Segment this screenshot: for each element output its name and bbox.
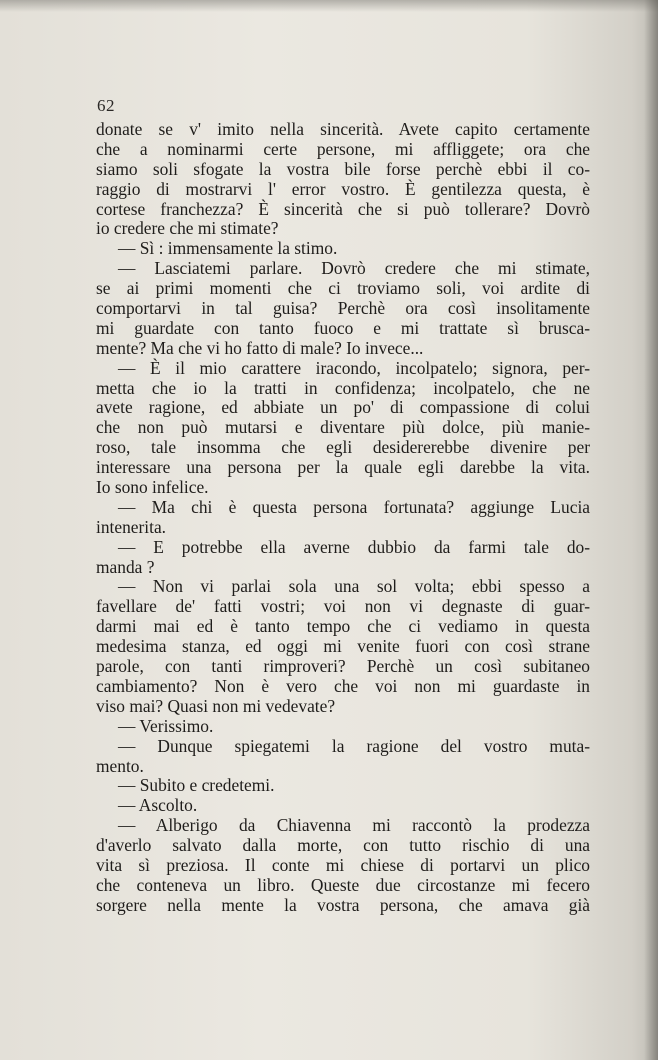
- text-line: mi guardate con tanto fuoco e mi trattate sì brusca-: [96, 317, 590, 338]
- text-line: manda ?: [96, 556, 155, 577]
- text-line: se ai primi momenti che ci troviamo soli, voi ardite di: [96, 278, 590, 299]
- text-line: — Alberigo da Chiavenna mi raccontò la prodezza: [118, 815, 590, 836]
- text-line: — Lasciatemi parlare. Dovrò credere che mi stimate,: [118, 258, 590, 279]
- text-line: d'averlo salvato dalla morte, con tutto rischio di una: [96, 835, 590, 856]
- text-line: che a nominarmi certe persone, mi affliggete; ora che: [96, 138, 590, 159]
- text-line: — Verissimo.: [118, 715, 214, 736]
- text-line: — Non vi parlai sola una sol volta; ebbi spesso a: [118, 576, 590, 597]
- text-line: mento.: [96, 755, 144, 776]
- text-line: mente? Ma che vi ho fatto di male? Io invece...: [96, 337, 424, 358]
- text-line: — Ma chi è questa persona fortunata? aggiunge Lucia: [118, 496, 590, 517]
- text-line: roso, tale insomma che egli desidererebbe divenire per: [96, 437, 590, 458]
- text-line: — Subito e credetemi.: [118, 775, 275, 796]
- text-line: io credere che mi stimate?: [96, 218, 279, 239]
- text-line: — Sì : immensamente la stimo.: [118, 238, 338, 259]
- page-top-shadow: [0, 0, 658, 12]
- text-line: — E potrebbe ella averne dubbio da farmi tale do-: [118, 536, 590, 557]
- text-line: — È il mio carattere iracondo, incolpatelo; signora, per-: [118, 357, 590, 378]
- text-line: medesima stanza, ed oggi mi venite fuori con così strane: [96, 636, 590, 657]
- text-line: avete ragione, ed abbiate un po' di compassione di colui: [96, 397, 590, 418]
- page-edge-shadow: [644, 0, 658, 1060]
- text-line: sorgere nella mente la vostra persona, che amava già: [96, 894, 590, 915]
- text-line: favellare de' fatti vostri; voi non vi degnaste di guar-: [96, 596, 590, 617]
- text-line: Io sono infelice.: [96, 477, 209, 498]
- text-line: cortese franchezza? È sincerità che si può tollerare? Dovrò: [96, 198, 590, 219]
- page-number: 62: [97, 96, 115, 115]
- text-line: raggio di mostrarvi l' error vostro. È gentilezza questa, è: [96, 178, 590, 199]
- text-line: intenerita.: [96, 516, 167, 537]
- text-line: cambiamento? Non è vero che voi non mi guardaste in: [96, 675, 590, 696]
- text-line: viso mai? Quasi non mi vedevate?: [96, 695, 336, 716]
- text-line: — Dunque spiegatemi la ragione del vostro muta-: [118, 735, 590, 756]
- text-line: donate se v' imito nella sincerità. Avete capito certamente: [96, 119, 590, 139]
- text-line: siamo soli sfogate la vostra bile forse perchè ebbi il co-: [96, 158, 590, 179]
- text-line: interessare una persona per la quale egli darebbe la vita.: [96, 457, 590, 478]
- text-line: comportarvi in tal guisa? Perchè ora così insolitamente: [96, 298, 590, 319]
- text-line: che non può mutarsi e diventare più dolce, più manie-: [96, 417, 590, 438]
- text-line: parole, con tanti rimproveri? Perchè un così subitaneo: [96, 656, 590, 677]
- text-line: metta che io la tratti in confidenza; incolpatelo, che ne: [96, 377, 590, 398]
- text-line: che conteneva un libro. Queste due circostanze mi fecero: [96, 874, 590, 895]
- text-line: — Ascolto.: [118, 795, 198, 816]
- text-line: darmi mai ed è tanto tempo che ci vediamo in questa: [96, 616, 590, 637]
- page-body-text: [96, 120, 590, 916]
- text-line: vita sì preziosa. Il conte mi chiese di portarvi un plico: [96, 854, 590, 875]
